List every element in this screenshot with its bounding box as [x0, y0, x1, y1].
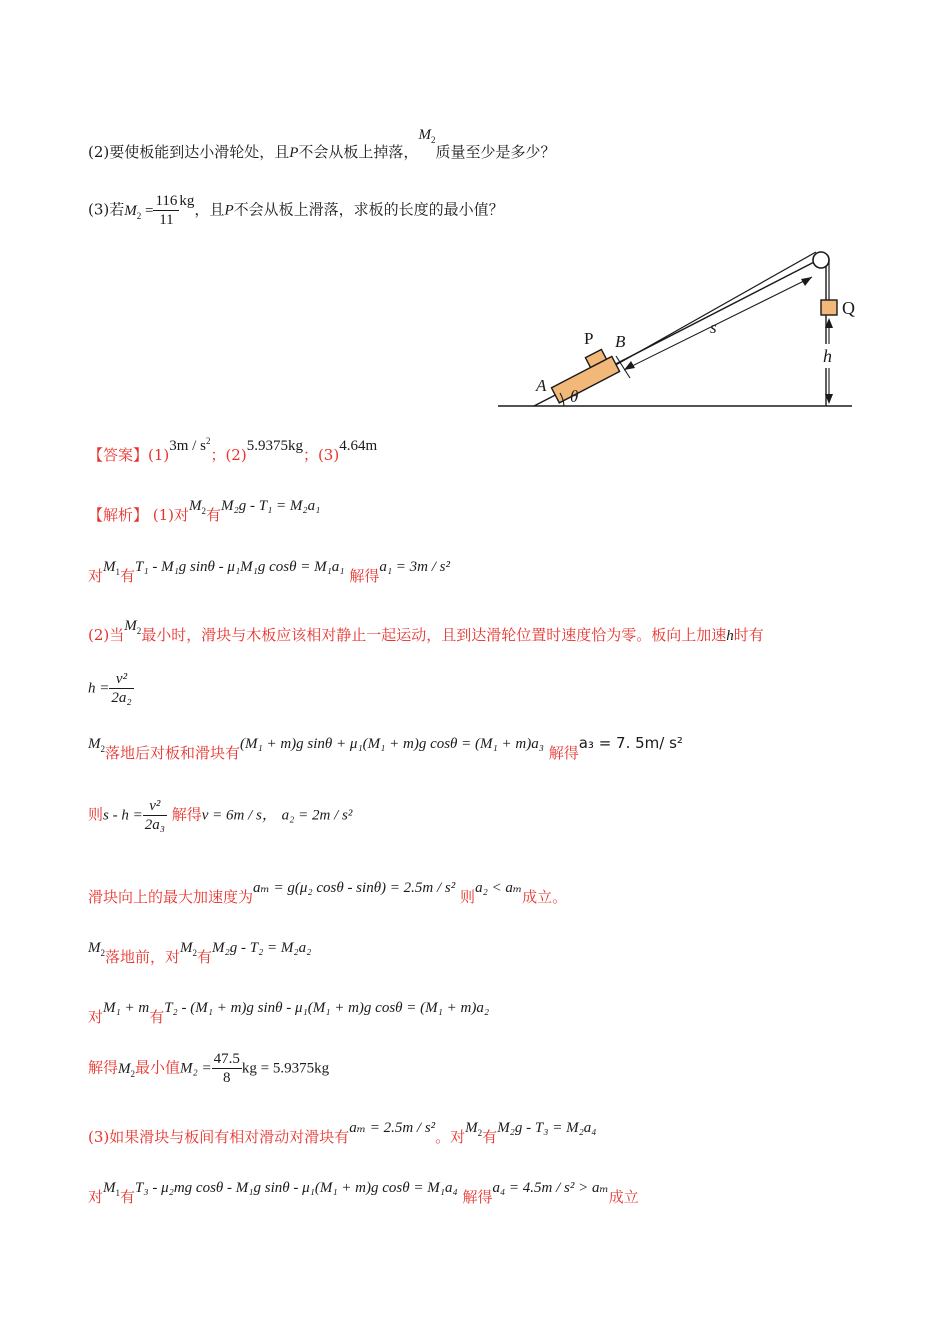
analysis-line-7: 滑块向上的最大加速度为aₘ = g(μ₂ cosθ - sinθ) = 2.5m / s² 则a₂ < aₘ成立。 [88, 880, 568, 906]
analysis-line-10: 解得$M_2$最小值M₂ = $\frac{47.5}{8}$ kg = 5.9375kg [88, 1051, 330, 1086]
answer-line: 【答案】$(1)3m / s^2$；(2)5.9375kg；(3)4.64m [88, 436, 378, 464]
question-2: (2)要使板能到达小滑轮处，且P不会从板上掉落，$M_2$质量至少是多少？ [88, 127, 556, 161]
mass-fraction: $\frac{116}{11}$ [155, 193, 178, 228]
analysis-line-4: h = $\frac{\text{v²}}{\text{2a₂}}$ [88, 671, 132, 706]
analysis-line-1: 【解析】 (1)对$M_2$有M₂g - T₁ = M₂a₁ [88, 498, 321, 524]
label-P: P [584, 329, 594, 348]
analysis-line-6: 则s - h = $\frac{\text{v²}}{\text{2a₃}}$ 解得v = 6m / s， a₂ = 2m / s² [88, 798, 353, 833]
block-Q [821, 300, 837, 315]
label-s: s [710, 318, 717, 337]
incline-pulley-diagram [496, 244, 858, 410]
analysis-line-2: 对$M_1$有T₁ - M₁g sinθ - μ₁M₁g cosθ = M₁a₁ 解得a₁ = 3m / s² [88, 559, 450, 585]
label-theta: θ [570, 387, 579, 406]
analysis-line-11: (3)如果滑块与板间有相对滑动对滑块有aₘ = 2.5m / s²。对$M_2$有M₂g - T₃ = M₂a₄ [88, 1120, 597, 1146]
analysis-line-5: $M_2$落地后对板和滑块有(M₁ + m)g sinθ + μ₁(M₁ + m)g cosθ = (M₁ + m)a₃ 解得a₃ = 7. 5m/ s² [88, 734, 683, 762]
rope-incline [614, 252, 816, 366]
analysis-line-3: (2)当$M_2$最小时，滑块与木板应该相对静止一起运动，且到达滑轮位置时速度恰为零。板向上加速h时有 [88, 618, 764, 644]
analysis-line-9: 对M₁ + m有T₂ - (M₁ + m)g sinθ - μ₁(M₁ + m)g cosθ = (M₁ + m)a₂ [88, 1000, 490, 1026]
label-h: h [823, 346, 832, 366]
label-Q: Q [842, 298, 855, 318]
label-A: A [536, 376, 547, 395]
pulley-icon [813, 252, 829, 268]
label-B: B [615, 332, 626, 351]
question-3: (3)若$M_2$ = $\frac{116}{11}$ kg，且P不会从板上滑落，求板的长度的最小值？ [88, 192, 504, 228]
analysis-line-12: 对$M_1$有T₃ - μ₂mg cosθ - M₁g sinθ - μ₁(M₁ + m)g cosθ = M₁a₄ 解得a₄ = 4.5m / s² > aₘ成立 [88, 1180, 639, 1206]
analysis-line-8: $M_2$落地前，对$M_2$有M₂g - T₂ = M₂a₂ [88, 940, 312, 966]
